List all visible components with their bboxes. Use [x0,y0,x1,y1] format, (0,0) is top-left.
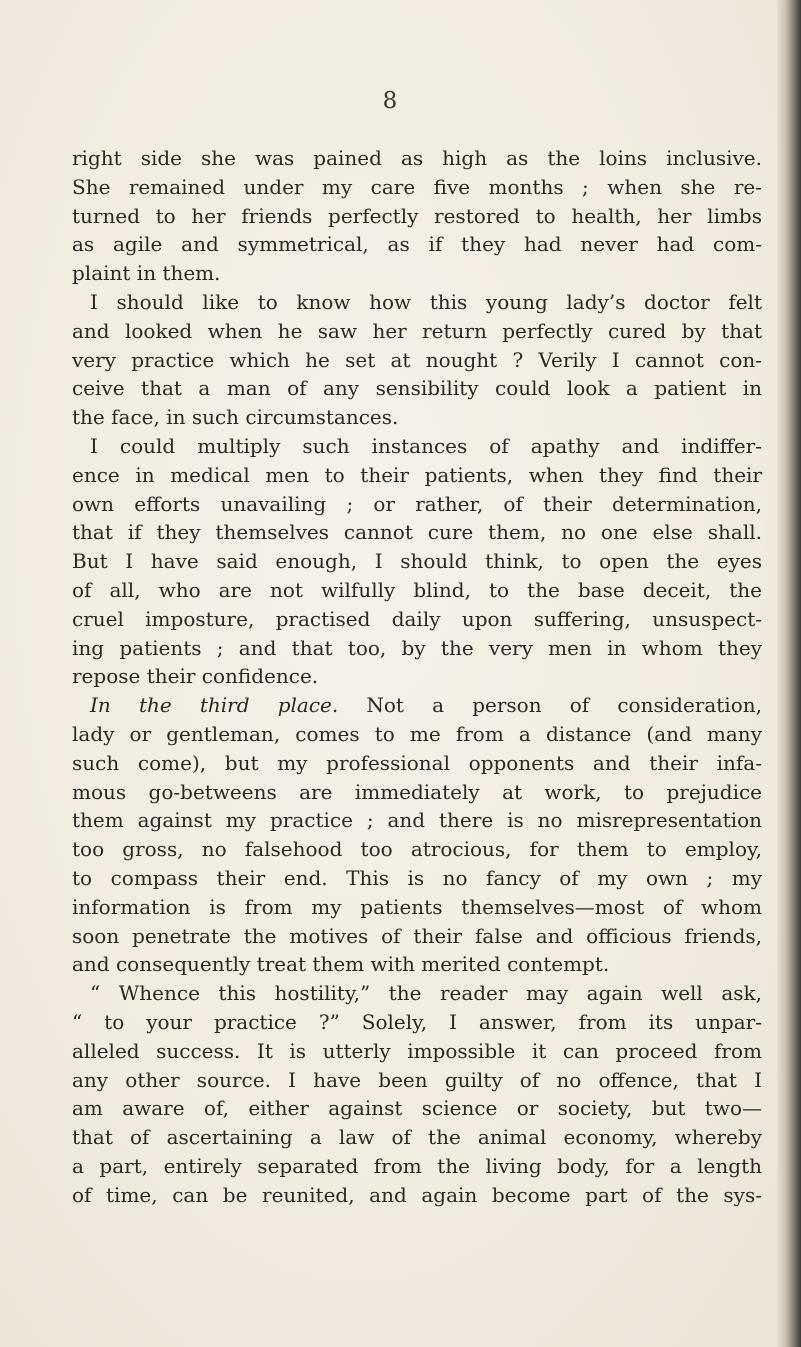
text-line [72,691,762,720]
text-line: I should like to know how this young lady’s doctor felt [90,289,762,314]
text-line: that if they themselves cannot cure them, no one else shall. [72,520,762,545]
text-line: I could multiply such instances of apathy and indiffer- [90,433,762,458]
text-line: ing patients ; and that too, by the very men in whom they [72,635,762,660]
text-line: as agile and symmetrical, as if they had never had com- [72,232,762,257]
text-line: ceive that a man of any sensibility could look a patient in [72,376,762,401]
text-line: such come), but my professional opponents and their infa- [72,750,762,775]
text-line: But I have said enough, I should think, to open the eyes [72,549,762,574]
text-line: turned to her friends perfectly restored to health, her limbs [72,203,762,228]
text-line: and consequently treat them with merited contempt. [72,952,610,977]
page-binding-edge [777,0,801,1347]
text-line: the face, in such circumstances. [72,405,399,430]
text-line: soon penetrate the motives of their false and officious friends, [72,923,762,948]
text-line: of time, can be reunited, and again become part of the sys- [72,1182,762,1207]
text-line: to compass their end. This is no fancy of my own ; my [72,865,762,890]
page-number: 8 [382,88,398,114]
text-line: information is from my patients themselves—most of whom [72,894,762,919]
text-line-rest: Not a person of consideration, [338,693,762,718]
text-line: repose their confidence. [72,664,319,689]
text-line: alleled success. It is utterly impossible it can proceed from [72,1038,762,1063]
text-line: any other source. I have been guilty of no offence, that I [72,1067,762,1092]
text-line: a part, entirely separated from the living body, for a length [72,1153,762,1178]
text-line: She remained under my care five months ; when she re- [72,174,762,199]
text-line: and looked when he saw her return perfectly cured by that [72,318,762,343]
text-line: ence in medical men to their patients, when they find their [72,462,762,487]
text-line: right side she was pained as high as the loins inclusive. [72,146,762,170]
text-line: them against my practice ; and there is no misrepresentation [72,808,762,833]
text-line: am aware of, either against science or society, but two— [72,1096,762,1121]
body-text [72,144,762,1209]
text-line: own efforts unavailing ; or rather, of their determination, [72,491,762,516]
text-line: lady or gentleman, comes to me from a distance (and many [72,721,762,746]
text-line: of all, who are not wilfully blind, to the base deceit, the [72,577,762,602]
text-line: mous go-betweens are immediately at work, to prejudice [72,779,762,804]
text-line: “ to your practice ?” Solely, I answer, from its unpar- [72,1009,762,1034]
text-line: cruel imposture, practised daily upon suffering, unsuspect- [72,606,762,631]
text-line: plaint in them. [72,261,221,286]
text-line: “ Whence this hostility,” the reader may again well ask, [90,981,762,1006]
text-line: that of ascertaining a law of the animal economy, whereby [72,1125,762,1150]
text-line: too gross, no falsehood too atrocious, for them to employ, [72,837,762,862]
text-line: very practice which he set at nought ? Verily I cannot con- [72,347,762,372]
italic-phrase: In the third place. [90,693,339,718]
